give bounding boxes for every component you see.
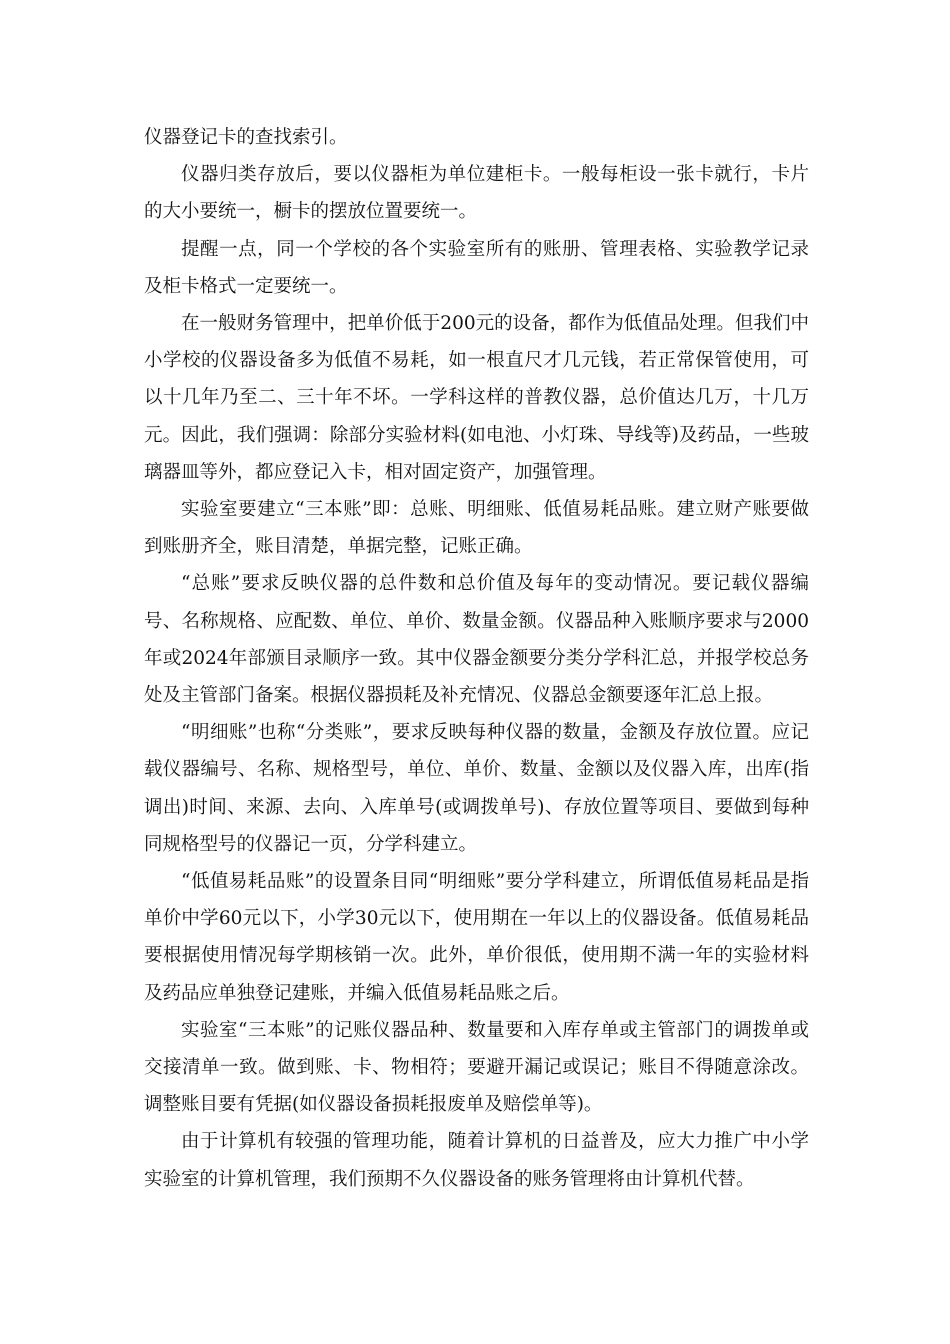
paragraph-computer-management: 由于计算机有较强的管理功能，随着计算机的日益普及，应大力推广中小学实验室的计算机管理，我们预期不久仪器设备的账务管理将由计算机代替。 — [144, 1131, 809, 1190]
paragraph-three-ledgers: 实验室要建立“三本账”即：总账、明细账、低值易耗品账。建立财产账要做到账册齐全，账目清楚，单据完整，记账正确。 — [144, 499, 809, 558]
paragraph-detail-ledger: “明细账”也称“分类账”，要求反映每种仪器的数量，金额及存放位置。应记载仪器编号、名称、规格型号，单位、单价、数量、金额以及仪器入库，出库(指调出)时间、来源、去向、入库单号(或调拨单号)、存放位置等项目、要做到每种同规格型号的仪器记一页，分学科建立。 — [144, 722, 809, 855]
paragraph-consumables-ledger: “低值易耗品账”的设置条目同“明细账”要分学科建立，所谓低值易耗品是指单价中学60元以下，小学30元以下，使用期在一年以上的仪器设备。低值易耗品要根据使用情况每学期核销一次。此外，单价很低，使用期不满一年的实验材料及药品应单独登记建账，并编入低值易耗品账之后。 — [144, 871, 809, 1004]
paragraph-general-ledger: “总账”要求反映仪器的总件数和总价值及每年的变动情况。要记载仪器编号、名称规格、应配数、单位、单价、数量金额。仪器品种入账顺序要求与2000年或2024年部颁目录顺序一致。其中仪器金额要分类分学科汇总，并报学校总务处及主管部门备案。根据仪器损耗及补充情况、仪器总金额要逐年汇总上报。 — [144, 573, 809, 707]
paragraph-unified-format: 提醒一点，同一个学校的各个实验室所有的账册、管理表格、实验教学记录及柜卡格式一定要统一。 — [144, 238, 809, 297]
document-body — [144, 119, 809, 1198]
paragraph-ledger-consistency: 实验室“三本账”的记账仪器品种、数量要和入库存单或主管部门的调拨单或交接清单一致。做到账、卡、物相符；要避开漏记或误记；账目不得随意涂改。调整账目要有凭据(如仪器设备损耗报废单及赔偿单等)。 — [144, 1019, 809, 1116]
paragraph-card-index-continuation: 仪器登记卡的查找索引。 — [144, 127, 348, 148]
paragraph-low-value-items: 在一般财务管理中，把单价低于200元的设备，都作为低值品处理。但我们中小学校的仪器设备多为低值不易耗，如一根直尺才几元钱，若正常保管使用，可以十几年乃至二、三十年不坏。一学科这样的普教仪器，总价值达几万，十几万元。因此，我们强调：除部分实验材料(如电池、小灯珠、导线等)及药品，一些玻璃器皿等外，都应登记入卡，相对固定资产，加强管理。 — [144, 313, 809, 483]
paragraph-cabinet-cards: 仪器归类存放后，要以仪器柜为单位建柜卡。一般每柜设一张卡就行，卡片的大小要统一，橱卡的摆放位置要统一。 — [144, 164, 809, 223]
